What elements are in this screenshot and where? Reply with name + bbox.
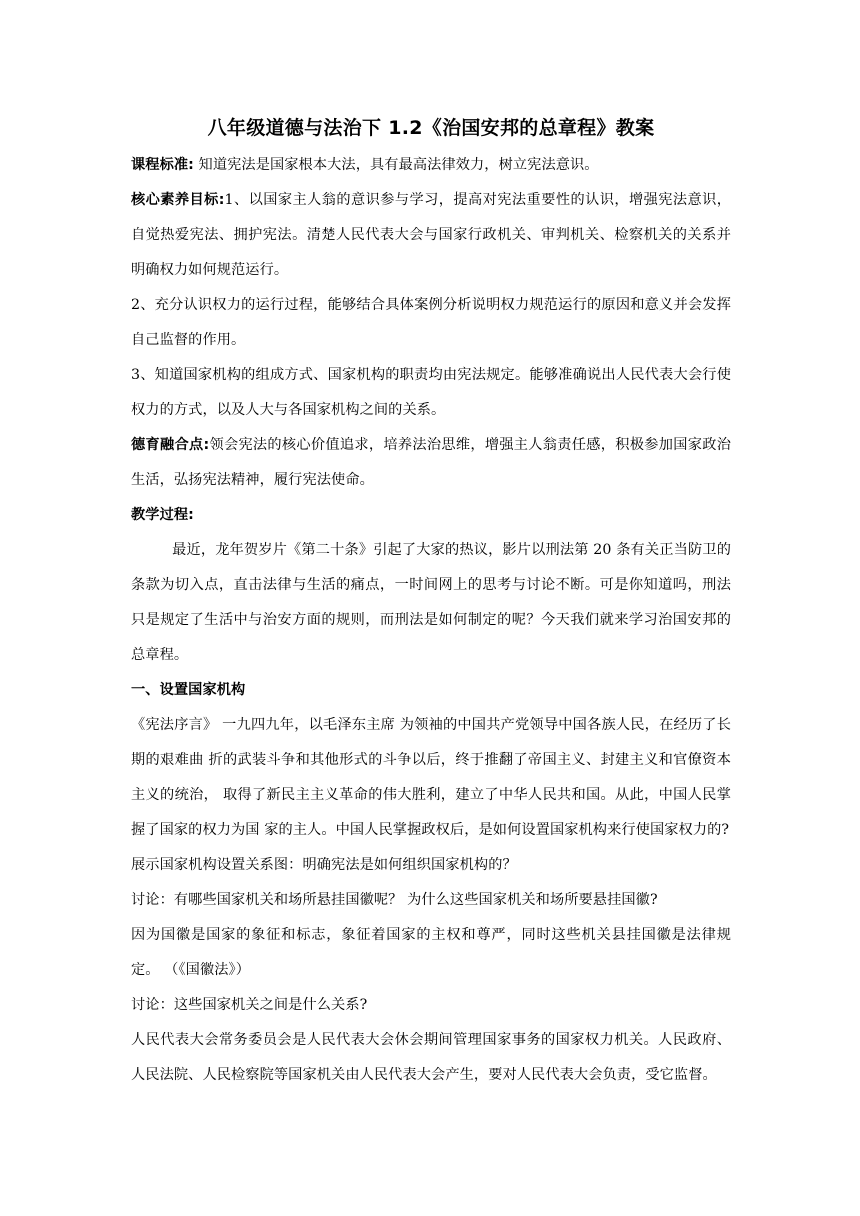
- course-standard-label: 课程标准:: [131, 157, 194, 173]
- core-goal-text-1: 1、以国家主人翁的意识参与学习，提高对宪法重要性的认识，增强宪法意识，自觉热爱宪法、拥护宪法。清楚人民代表大会与国家行政机关、审判机关、检察机关的关系并明确权力如何规范运行。: [131, 192, 732, 278]
- moral-integration-label: 德育融合点:: [131, 437, 210, 453]
- answer-2: 人民代表大会常务委员会是人民代表大会休会期间管理国家事务的国家权力机关。人民政府、人民法院、人民检察院等国家机关由人民代表大会产生，要对人民代表大会负责，受它监督。: [131, 1032, 731, 1083]
- course-standard: [131, 148, 731, 183]
- moral-integration-text: 领会宪法的核心价值追求，培养法治思维，增强主人翁责任感，积极参加国家政治生活，弘扬宪法精神，履行宪法使命。: [131, 437, 731, 488]
- core-goal-1: [131, 183, 731, 288]
- core-goal-2: 2、充分认识权力的运行过程，能够结合具体案例分析说明权力规范运行的原因和意义并会发挥自己监督的作用。: [131, 297, 731, 348]
- discussion-1: 讨论：有哪些国家机关和场所悬挂国徽呢？ 为什么这些国家机关和场所要悬挂国徽?: [131, 892, 658, 908]
- answer-1: 因为国徽是国家的象征和标志，象征着国家的主权和尊严，同时这些机关县挂国徽是法律规定。 （《国徽法》）: [131, 927, 731, 978]
- core-goal-3: 3、知道国家机构的组成方式、国家机构的职责均由宪法规定。能够准确说出人民代表大会行使权力的方式，以及人大与各国家机构之间的关系。: [131, 367, 731, 418]
- intro-paragraph: 最近，龙年贺岁片《第二十条》引起了大家的热议，影片以刑法第 20 条有关正当防卫的条款为切入点，直击法律与生活的痛点，一时间网上的思考与讨论不断。可是你知道吗，刑法只是规定了生活中与治安方面的规则，而刑法是如何制定的呢？今天我们就来学习治国安邦的总章程。: [131, 542, 731, 663]
- core-goal-label: 核心素养目标:: [131, 192, 225, 208]
- teaching-process-label: 教学过程:: [131, 507, 194, 523]
- course-standard-text: 知道宪法是国家根本大法，具有最高法律效力，树立宪法意识。: [193, 157, 599, 173]
- section-heading-1: 一、设置国家机构: [131, 682, 246, 698]
- discussion-2: 讨论：这些国家机关之间是什么关系?: [131, 997, 368, 1013]
- teaching-process: [131, 498, 731, 533]
- document-page: [131, 108, 731, 1093]
- moral-integration: [131, 428, 731, 498]
- show-chart-line: 展示国家机构设置关系图：明确宪法是如何组织国家机构的？: [131, 857, 517, 873]
- document-title: 八年级道德与法治下 1.2《治国安邦的总章程》教案: [207, 117, 655, 139]
- preamble-paragraph: 《宪法序言》 一九四九年，以毛泽东主席 为领袖的中国共产党领导中国各族人民，在经历了长期的艰难曲 折的武装斗争和其他形式的斗争以后，终于推翻了帝国主义、封建主义和官僚资本主义的统治， 取得了新民主主义革命的伟大胜利，建立了中华人民共和国。从此，中国人民掌握了国家的权力为国 家的主人。中国人民掌握政权后，是如何设置国家机构来行使国家权力的?: [131, 717, 731, 838]
